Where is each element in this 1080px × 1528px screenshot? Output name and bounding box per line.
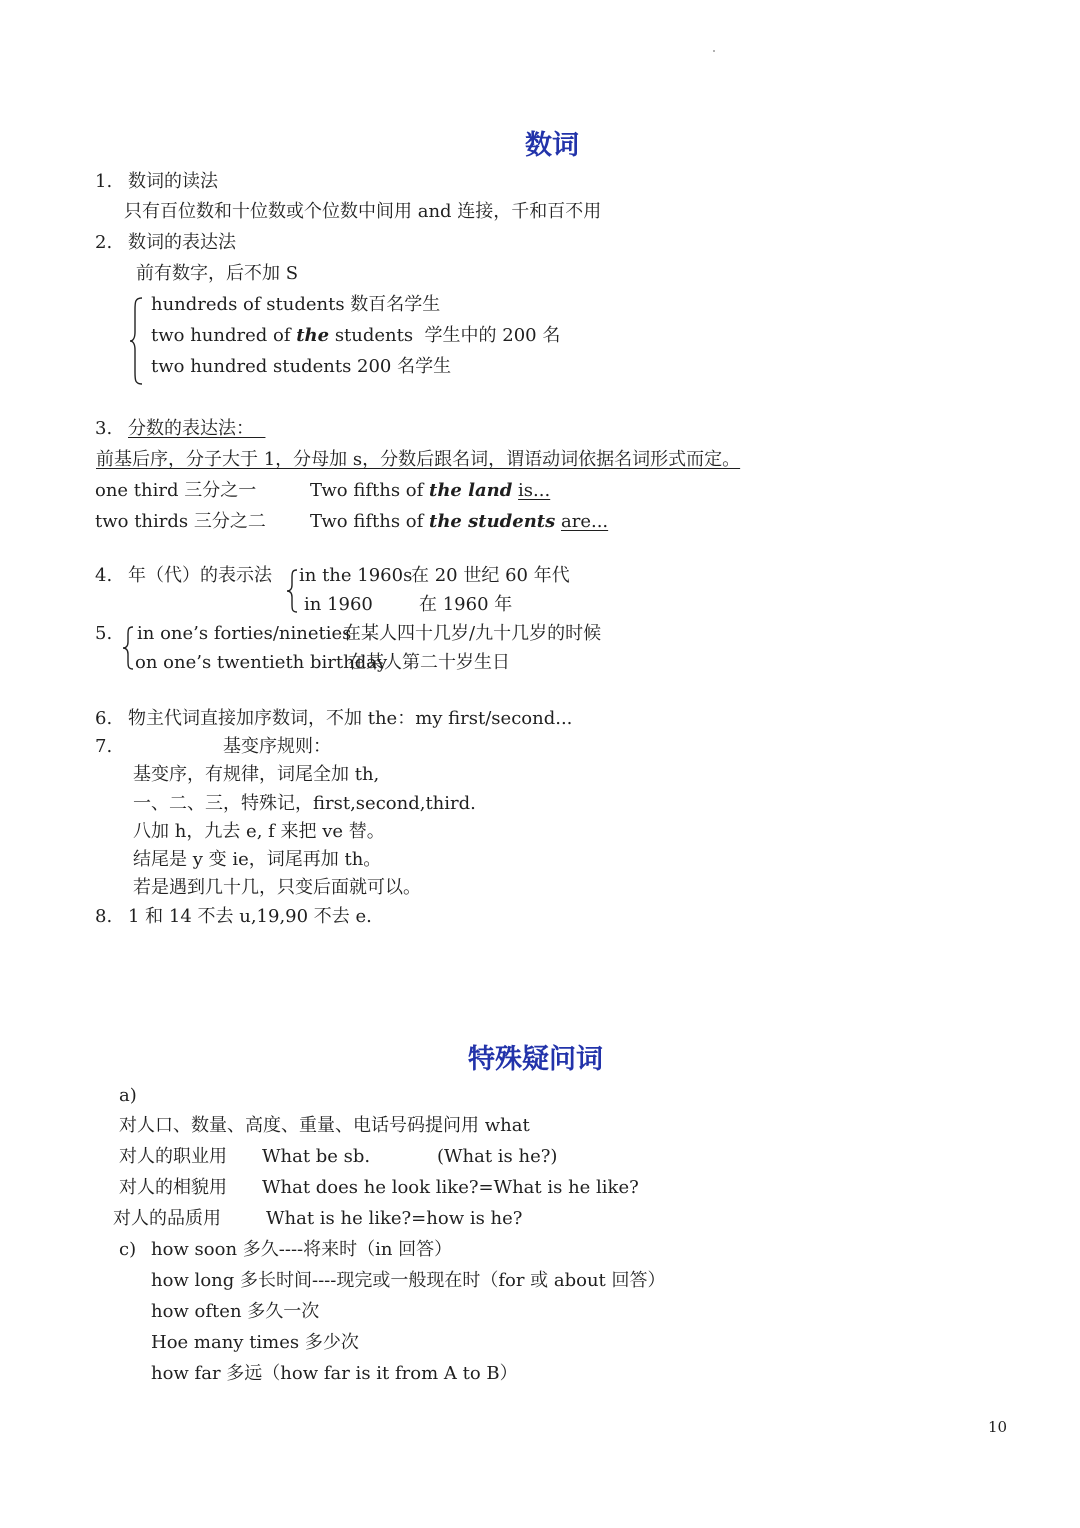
item-3-heading-text: 分数的表达法：	[128, 418, 254, 439]
item-5-line-1-en: in one’s forties/nineties	[137, 623, 352, 644]
fraction-row-1-verb: is...	[518, 480, 551, 501]
item-4-number: 4.	[95, 565, 113, 586]
section-title-numerals: 数词	[525, 130, 579, 161]
c-line-2: how long 多长时间----现完或一般现在时（for 或 about 回答）	[151, 1270, 666, 1291]
scan-speck	[713, 50, 715, 52]
fraction-row-1-emphasis: the land	[429, 480, 513, 501]
row-2-mid: What does he look like?=What is he like?	[262, 1177, 639, 1198]
fraction-row-2-left: two thirds 三分之二	[95, 511, 266, 532]
item-2-line-2	[151, 327, 560, 345]
item-7-line-5: 若是遇到几十几，只变后面就可以。	[133, 877, 421, 898]
item-2-line-3-text: two hundred students 200 名学生	[151, 356, 452, 377]
item-2-line-3	[151, 358, 451, 376]
c-line-3: how often 多久一次	[151, 1301, 320, 1322]
item-7-line-1: 基变序，有规律，词尾全加 th,	[133, 764, 380, 785]
row-3-mid: What is he like?=how is he?	[266, 1208, 523, 1229]
item-2-line-2-pre: two hundred of	[151, 325, 297, 346]
item-7-line-4: 结尾是 y 变 ie，词尾再加 th。	[133, 849, 382, 870]
item-7-heading: 基变序规则：	[223, 736, 331, 757]
item-7-number: 7.	[95, 736, 113, 757]
item-1-text: 只有百位数和十位数或个位数中间用 and 连接，千和百不用	[124, 201, 602, 222]
item-5-number: 5.	[95, 623, 113, 644]
row-1-left: 对人的职业用	[119, 1146, 227, 1167]
item-1-number: 1.	[95, 171, 113, 192]
item-4-line-1-en: in the 1960s	[299, 565, 413, 586]
fraction-row-2-right	[310, 513, 608, 531]
row-3-left: 对人的品质用	[113, 1208, 221, 1229]
c-line-5: how far 多远（how far is it from A to B）	[151, 1363, 518, 1384]
row-2-left: 对人的相貌用	[119, 1177, 227, 1198]
item-8-number: 8.	[95, 906, 113, 927]
item-7-line-3: 八加 h，九去 e, f 来把 ve 替。	[133, 821, 385, 842]
left-brace-item-5	[121, 625, 135, 671]
item-6-text: 物主代词直接加序数词，不加 the：my first/second...	[128, 708, 573, 729]
left-brace-item-2	[129, 296, 145, 386]
fraction-row-2-verb: are...	[560, 511, 609, 532]
row-1-mid: What be sb.	[262, 1146, 371, 1167]
item-5-line-2-en: on one’s twentieth birthday	[135, 652, 388, 673]
item-1-heading: 数词的读法	[128, 171, 218, 192]
item-2-heading: 数词的表达法	[128, 232, 236, 253]
fraction-row-1-left: one third 三分之一	[95, 480, 257, 501]
item-2-line-1	[151, 296, 440, 314]
item-3-heading	[128, 420, 265, 438]
item-4-line-2-zh: 在 1960 年	[419, 594, 513, 615]
fraction-row-2-pre: Two fifths of	[310, 511, 430, 532]
item-7-line-2: 一、二、三，特殊记，first,second,third.	[133, 793, 476, 814]
section-title-wh-words: 特殊疑问词	[468, 1044, 603, 1075]
item-3-number: 3.	[95, 418, 113, 439]
item-2-line-1-text: hundreds of students 数百名学生	[151, 294, 441, 315]
label-c: c)	[119, 1239, 137, 1260]
fraction-row-2-emphasis: the students	[429, 511, 556, 532]
item-4-line-2-en: in 1960	[304, 594, 373, 615]
c-line-4: Hoe many times 多少次	[151, 1332, 359, 1353]
item-2-line-2-post: students 学生中的 200 名	[329, 325, 561, 346]
page-number: 10	[988, 1418, 1008, 1436]
item-5-line-1-zh: 在某人四十几岁/九十几岁的时候	[343, 623, 602, 644]
left-brace-item-4	[285, 568, 299, 614]
fraction-row-1-right	[310, 482, 550, 500]
line-a: 对人口、数量、高度、重量、电话号码提问用 what	[119, 1115, 530, 1136]
item-3-rule: 前基后序，分子大于 1，分母加 s，分数后跟名词，谓语动词依据名词形式而定。	[96, 449, 741, 470]
item-2-line-2-emphasis: the	[296, 325, 330, 346]
item-6-number: 6.	[95, 708, 113, 729]
item-8-text: 1 和 14 不去 u,19,90 不去 e.	[128, 906, 372, 927]
row-1-right: (What is he?)	[437, 1146, 558, 1167]
item-4-heading: 年（代）的表示法	[128, 565, 272, 586]
item-2-number: 2.	[95, 232, 113, 253]
c-line-1: how soon 多久----将来时（in 回答）	[151, 1239, 453, 1260]
item-5-line-2-zh: 在某人第二十岁生日	[348, 652, 510, 673]
item-2-sub: 前有数字，后不加 S	[136, 263, 299, 284]
item-4-line-1-zh: 在 20 世纪 60 年代	[411, 565, 570, 586]
label-a: a)	[119, 1085, 137, 1106]
fraction-row-1-pre: Two fifths of	[310, 480, 430, 501]
